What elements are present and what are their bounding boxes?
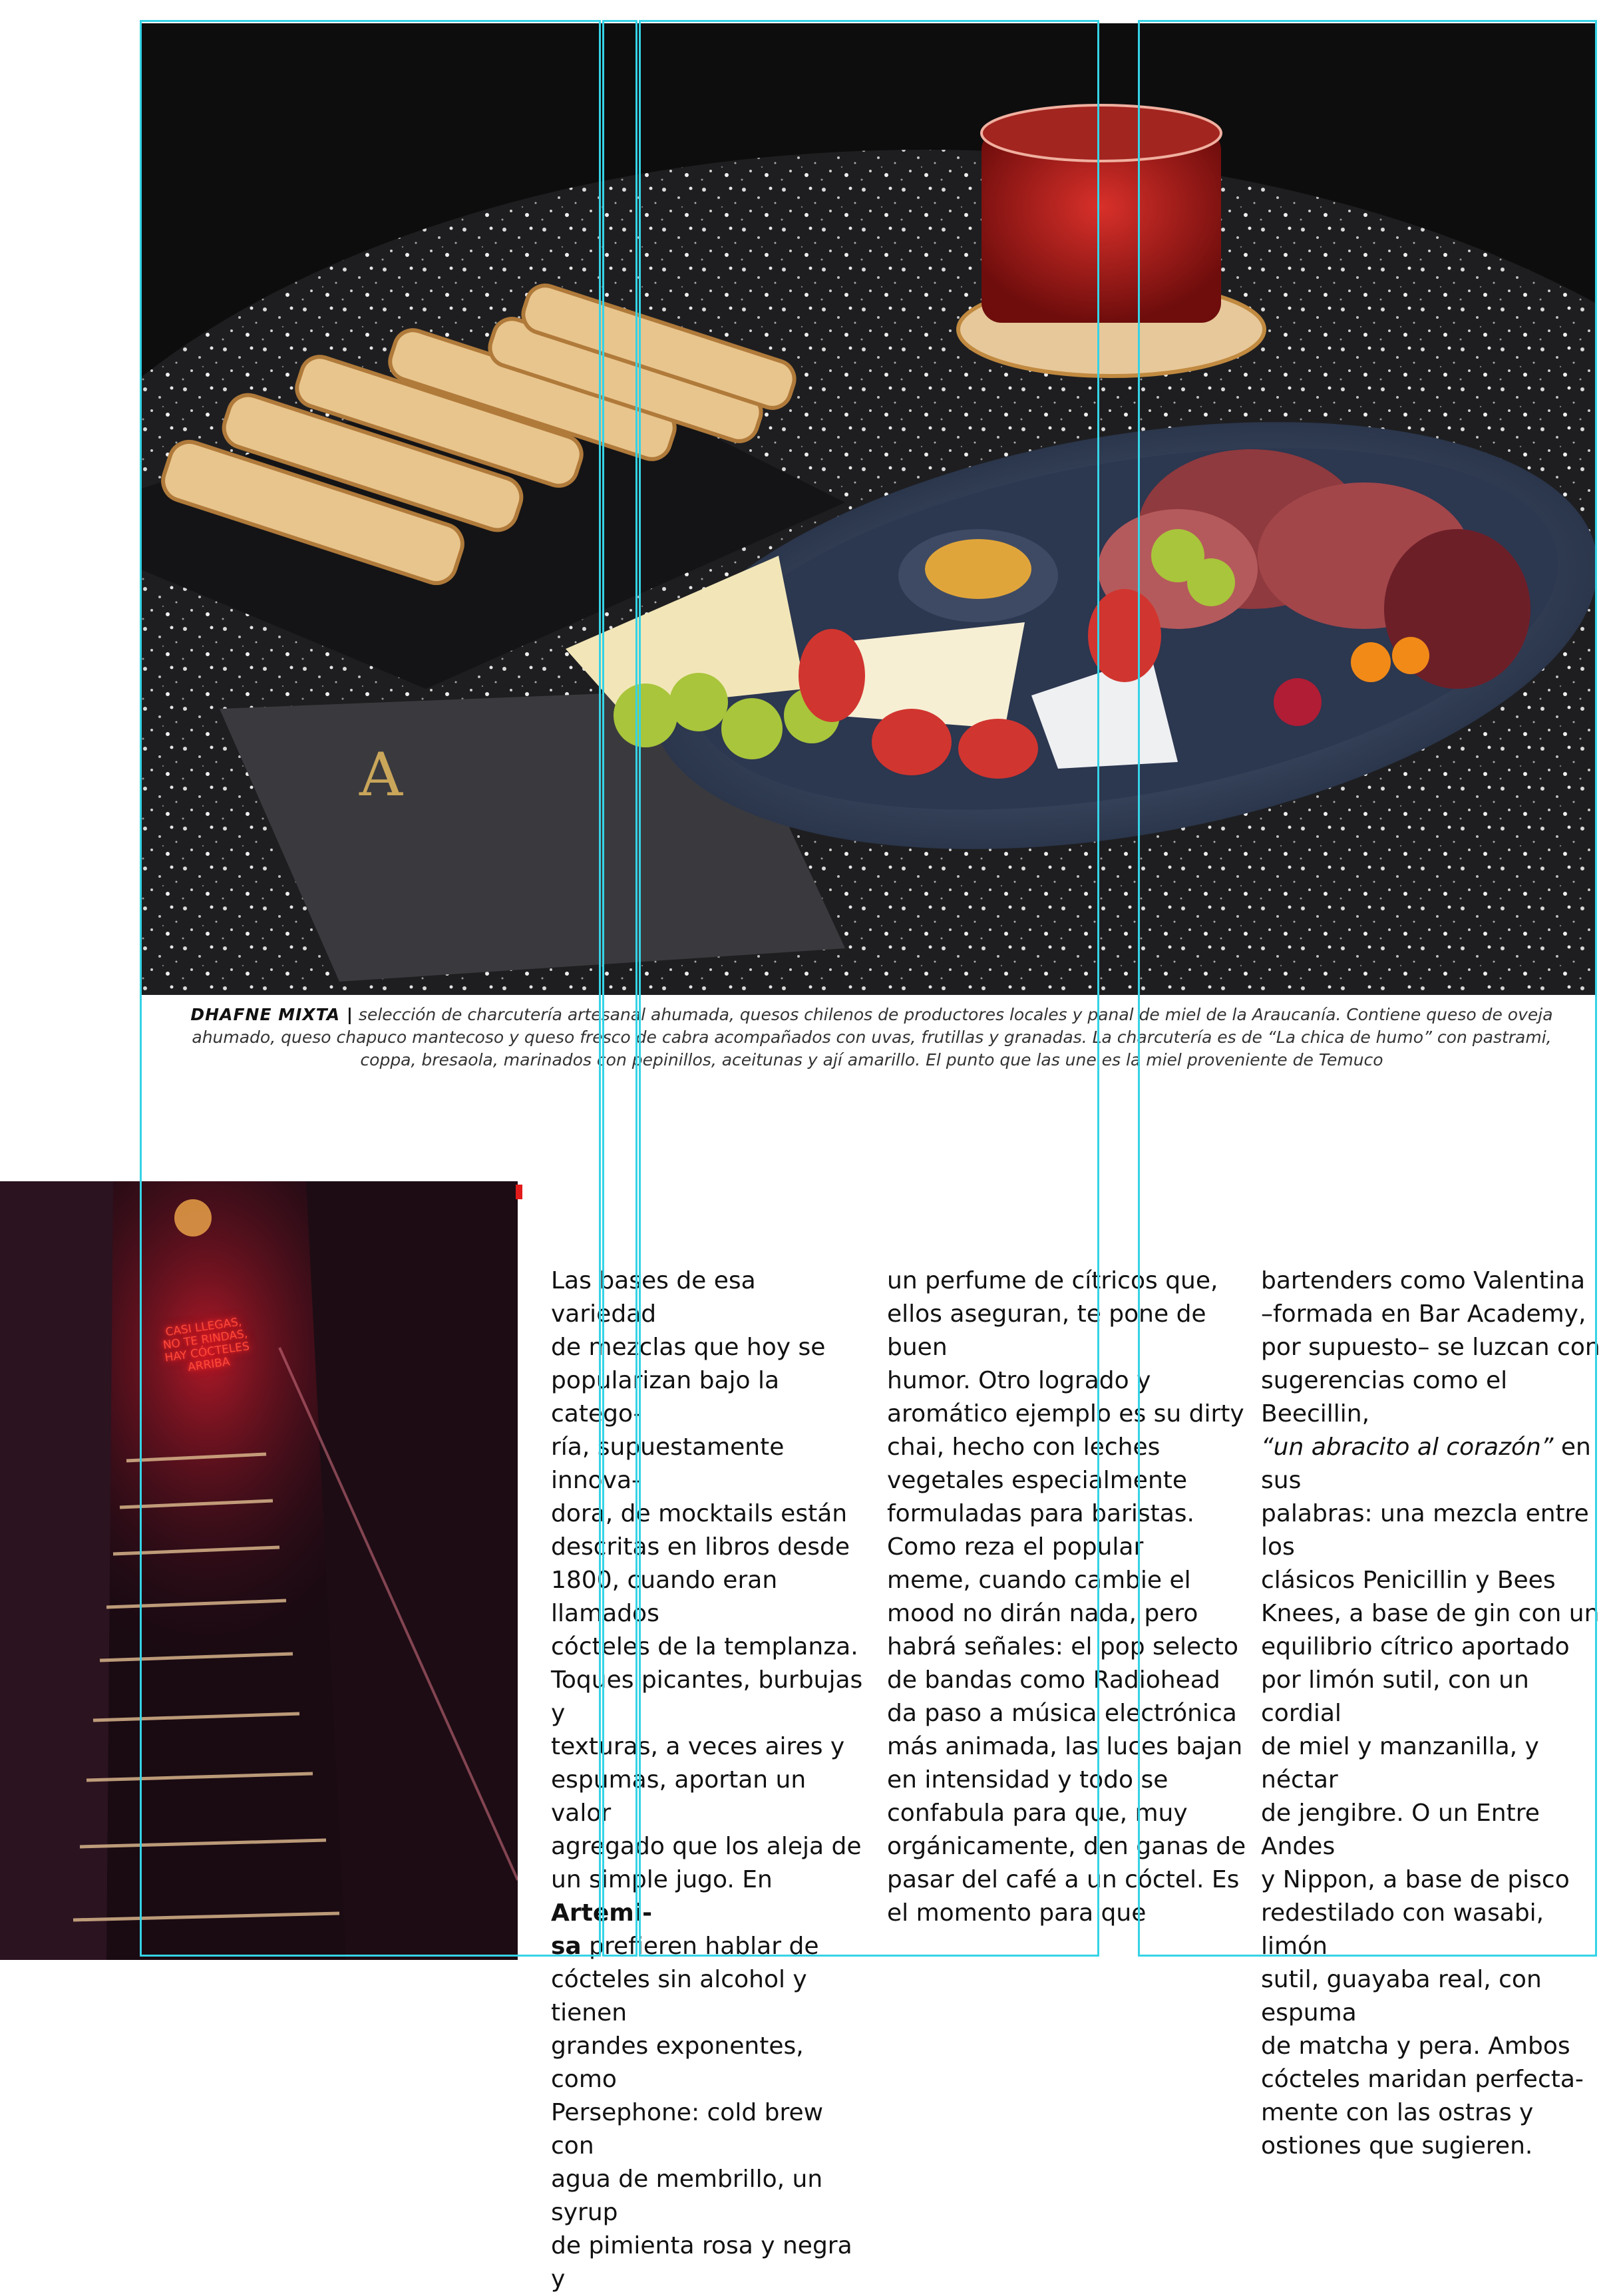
charcuterie-photo bbox=[140, 23, 1597, 995]
stairs-photo bbox=[0, 1181, 518, 1960]
column-1-bold: Artemi- sa bbox=[551, 1899, 653, 1960]
neon-sign: CASI LLEGAS, NO TE RINDAS, HAY CÓCTELES ARRIBA bbox=[162, 1315, 251, 1375]
body-column-2 bbox=[887, 1264, 1246, 1927]
body-column-3 bbox=[1261, 1264, 1600, 2160]
caption-text: selección de charcutería artesanal ahumada, quesos chilenos de productores locales y panal de miel de la Araucanía. Contiene queso de oveja ahumado, queso chapuco mantecoso y queso fresco de cabra acompañados con uvas, frutillas y granadas. La charcutería es de “La chica de humo” con pastrami, coppa, bresaola, marinados con pepinillos, aceitunas y ají amarillo. El punto que las une es la miel proveniente de Temuco bbox=[192, 1005, 1553, 1069]
column-3-italic: “un abracito al corazón” bbox=[1261, 1434, 1554, 1461]
column-2-text: un perfume de cítricos que, ellos aseguran, te pone de buen humor. Otro logrado y aromático ejemplo es su dirty chai, hecho con leches vegetales especialmente formuladas para baristas. Como reza el popular meme, cuando cambie el mood no dirán nada, pero habrá señales: el pop selecto de bandas como Radiohead da paso a música electrónica más animada, las luces bajan en intensidad y todo se confabula para que, muy orgánicamente, den ganas de pasar del café a un cóctel. Es el momento para que bbox=[887, 1267, 1246, 1927]
red-marker bbox=[516, 1185, 522, 1199]
charcuterie-illustration bbox=[140, 23, 1597, 995]
caption-lead: DHAFNE MIXTA | bbox=[190, 1005, 353, 1024]
body-column-1 bbox=[551, 1264, 864, 2293]
photo-caption bbox=[180, 1004, 1564, 1071]
column-1-text-a: Las bases de esa variedad de mezclas que hoy se popularizan bajo la catego- ría, supuestamente innova- dora, de mocktails están descritas en libros desde 1800, cuando eran llamados cócteles de la templanza. Toques picantes, burbujas y texturas, a veces aires y espumas, aportan un valor agregado que los aleja de un simple jugo. En bbox=[551, 1267, 863, 1893]
column-3-text-b: en sus palabras: una mezcla entre los clásicos Penicillin y Bees Knees, a base de gin con un equilibrio cítrico aportado por limón sutil, con un cordial de miel y manzanilla, y néctar de jengibre. O un Entre Andes y Nippon, a base de pisco redestilado con wasabi, limón sutil, guayaba real, con espuma de matcha y pera. Ambos cócteles maridan perfecta- mente con las ostras y ostiones que sugieren. bbox=[1261, 1434, 1600, 2160]
svg-text:A: A bbox=[359, 740, 403, 810]
column-1-text-b: prefieren hablar de cócteles sin alcohol y tienen grandes exponentes, como Persephone: cold brew con agua de membrillo, un syrup de pimienta rosa y negra y bbox=[551, 1933, 852, 2293]
stairs-illustration bbox=[0, 1181, 518, 1960]
column-3-text-a: bartenders como Valentina –formada en Bar Academy, por supuesto– se luzcan con sugerencias como el Beecillin, bbox=[1261, 1267, 1600, 1428]
